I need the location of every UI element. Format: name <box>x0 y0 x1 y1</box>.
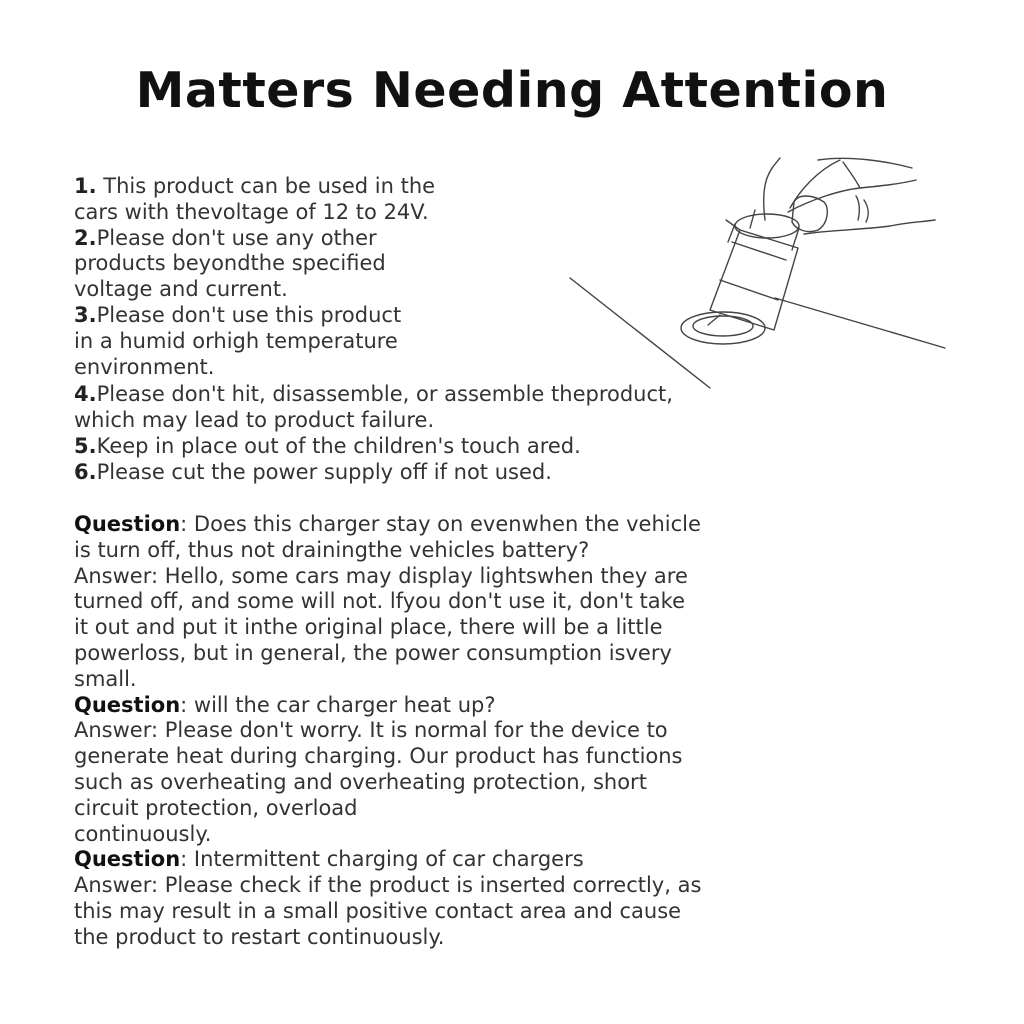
note-number: 1. <box>74 174 97 198</box>
answer-text: circuit protection, overload <box>74 795 358 820</box>
note-text: Please don't use this product <box>96 302 402 327</box>
answer-text: such as overheating and overheating protection, short <box>74 769 647 794</box>
question-text: : Does this charger stay on evenwhen the vehicle <box>180 512 701 536</box>
note-text: Please don't hit, disassemble, or assemble theproduct, <box>96 382 673 407</box>
answer-text: Answer: Please check if the product is inserted correctly, as <box>74 873 702 898</box>
page-title: Matters Needing Attention <box>135 62 889 119</box>
note-number: 3. <box>74 302 97 327</box>
faq-item <box>74 512 954 693</box>
question-text: : will the car charger heat up? <box>180 692 496 717</box>
note-text: This product can be used in the <box>96 174 436 198</box>
question-text: : Intermittent charging of car chargers <box>180 847 584 872</box>
faq-section <box>74 512 954 951</box>
faq-item <box>74 847 954 950</box>
note-item <box>74 434 954 460</box>
hand-inserting-car-charger-icon <box>560 150 960 400</box>
answer-text: powerloss, but in general, the power consumption isvery <box>74 640 672 665</box>
answer-text: this may result in a small positive contact area and cause <box>74 898 682 923</box>
answer-text: continuously. <box>74 821 212 846</box>
answer-text: small. <box>74 666 137 691</box>
question-label: Question <box>74 847 181 872</box>
note-item <box>74 460 954 486</box>
answer-text: Answer: Hello, some cars may display lightswhen they are <box>74 563 688 588</box>
answer-text: turned off, and some will not. lfyou don't use it, don't take <box>74 589 685 614</box>
note-text: environment. <box>74 354 215 379</box>
question-label: Question <box>74 692 181 717</box>
answer-text: the product to restart continuously. <box>74 924 445 949</box>
question-label: Question <box>74 512 181 536</box>
note-text: Please don't use any other <box>96 225 377 250</box>
note-text: products beyondthe specified <box>74 251 386 276</box>
note-number: 5. <box>74 433 97 458</box>
note-text: cars with thevoltage of 12 to 24V. <box>74 199 429 224</box>
answer-text: it out and put it inthe original place, there will be a little <box>74 615 663 640</box>
note-text: Keep in place out of the children's touch ared. <box>96 433 581 458</box>
note-text: voltage and current. <box>74 277 288 302</box>
faq-item <box>74 693 954 848</box>
answer-text: Answer: Please don't worry. It is normal for the device to <box>74 718 668 743</box>
note-text: in a humid orhigh temperature <box>74 328 398 353</box>
note-text: Please cut the power supply off if not used. <box>96 459 552 484</box>
note-number: 2. <box>74 225 97 250</box>
answer-text: generate heat during charging. Our product has functions <box>74 744 683 769</box>
note-text: which may lead to product failure. <box>74 408 435 433</box>
question-text: is turn off, thus not drainingthe vehicles battery? <box>74 537 590 562</box>
note-number: 4. <box>74 382 97 407</box>
note-number: 6. <box>74 459 97 484</box>
